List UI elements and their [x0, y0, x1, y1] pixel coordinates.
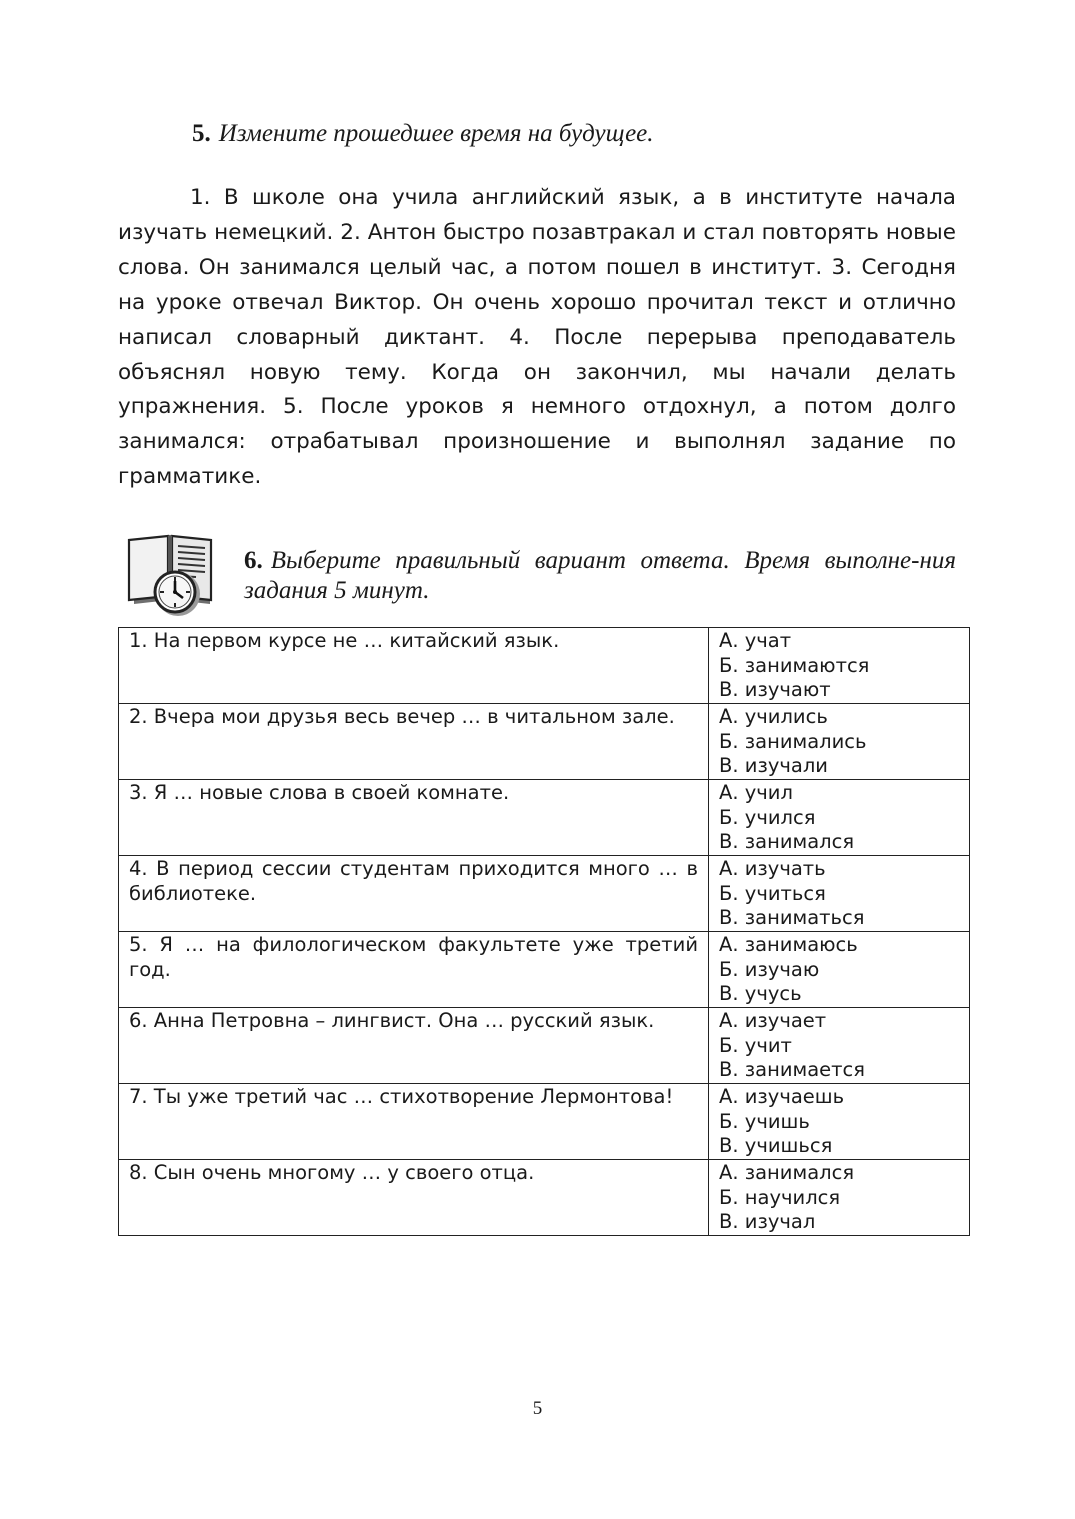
options-cell	[709, 704, 970, 780]
option-b: Б. учиться	[719, 881, 826, 905]
question-text: 7. Ты уже третий час … стихотворение Лермонтова!	[129, 1085, 674, 1108]
exercise-5-number: 5.	[192, 120, 211, 147]
exercise-5-instruction: Измените прошедшее время на будущее.	[218, 120, 654, 147]
option-b: Б. изучаю	[719, 957, 820, 981]
question-text: 6. Анна Петровна – лингвист. Она … русский язык.	[129, 1009, 655, 1032]
option-c: В. занимается	[719, 1058, 865, 1081]
option-c: В. занимался	[719, 830, 855, 853]
exercise-6-instruction: Выберите правильный вариант ответа. Время выполне-ния задания 5 минут.	[244, 547, 956, 604]
option-c: В. изучал	[719, 1210, 816, 1233]
question-text: 8. Сын очень многому … у своего отца.	[129, 1161, 535, 1184]
option-a: А. учились	[719, 705, 828, 728]
option-c: В. учусь	[719, 982, 802, 1005]
option-a: А. учат	[719, 629, 792, 652]
exercise-6-number: 6.	[244, 547, 263, 574]
table-row	[119, 780, 970, 856]
question-cell	[119, 1160, 709, 1236]
question-cell	[119, 1008, 709, 1084]
options-cell	[709, 856, 970, 932]
table-row	[119, 1084, 970, 1160]
question-text: 3. Я … новые слова в своей комнате.	[129, 781, 510, 804]
option-c: В. изучают	[719, 678, 831, 701]
question-cell	[119, 1084, 709, 1160]
option-b: Б. занимались	[719, 729, 867, 753]
question-text: 4. В период сессии студентам приходится много … в библиотеке.	[129, 857, 698, 905]
option-b: Б. научился	[719, 1185, 841, 1209]
options-cell	[709, 932, 970, 1008]
option-b: Б. учишь	[719, 1109, 810, 1133]
option-a: А. изучать	[719, 857, 826, 880]
options-cell	[709, 780, 970, 856]
question-text: 2. Вчера мои друзья весь вечер … в читальном зале.	[129, 705, 675, 728]
options-cell	[709, 1160, 970, 1236]
table-row	[119, 628, 970, 704]
option-a: А. учил	[719, 781, 793, 804]
question-cell	[119, 856, 709, 932]
options-cell	[709, 628, 970, 704]
option-b: Б. занимаются	[719, 653, 870, 677]
table-row	[119, 856, 970, 932]
option-a: А. занимался	[719, 1161, 855, 1184]
option-a: А. изучаешь	[719, 1085, 845, 1108]
answers-table	[118, 627, 970, 1236]
page-number: 5	[532, 1398, 543, 1419]
table-row	[119, 932, 970, 1008]
options-cell	[709, 1084, 970, 1160]
table-row	[119, 704, 970, 780]
table-row	[119, 1160, 970, 1236]
options-cell	[709, 1008, 970, 1084]
question-text: 5. Я … на филологическом факультете уже третий год.	[129, 933, 698, 981]
option-c: В. заниматься	[719, 906, 865, 929]
question-cell	[119, 780, 709, 856]
question-text: 1. На первом курсе не … китайский язык.	[129, 629, 560, 652]
option-c: В. изучали	[719, 754, 828, 777]
book-clock-icon	[126, 534, 218, 618]
table-row	[119, 1008, 970, 1084]
exercise-5-heading	[192, 120, 654, 148]
exercise-5-text: 1. В школе она учила английский язык, а в институте начала изучать немецкий. 2. Антон быстро позавтракал и стал повторять новые слова. Он занимался целый час, а потом пошел в институт. 3. Сегодня на уроке отвечал Виктор. Он очень хорошо прочитал текст и отлично написал словарный диктант. 4. После перерыва преподаватель объяснял новую тему. Когда он закончил, мы начали делать упражнения. 5. После уроков я немного отдохнул, а потом долго занимался: отрабатывал произношение и выполнял задание по грамматике.	[118, 185, 956, 490]
question-cell	[119, 628, 709, 704]
option-c: В. учишься	[719, 1134, 833, 1157]
option-a: А. занимаюсь	[719, 933, 858, 956]
question-cell	[119, 704, 709, 780]
option-b: Б. учился	[719, 805, 816, 829]
question-cell	[119, 932, 709, 1008]
option-a: А. изучает	[719, 1009, 827, 1032]
option-b: Б. учит	[719, 1033, 792, 1057]
exercise-6-heading	[244, 546, 956, 606]
